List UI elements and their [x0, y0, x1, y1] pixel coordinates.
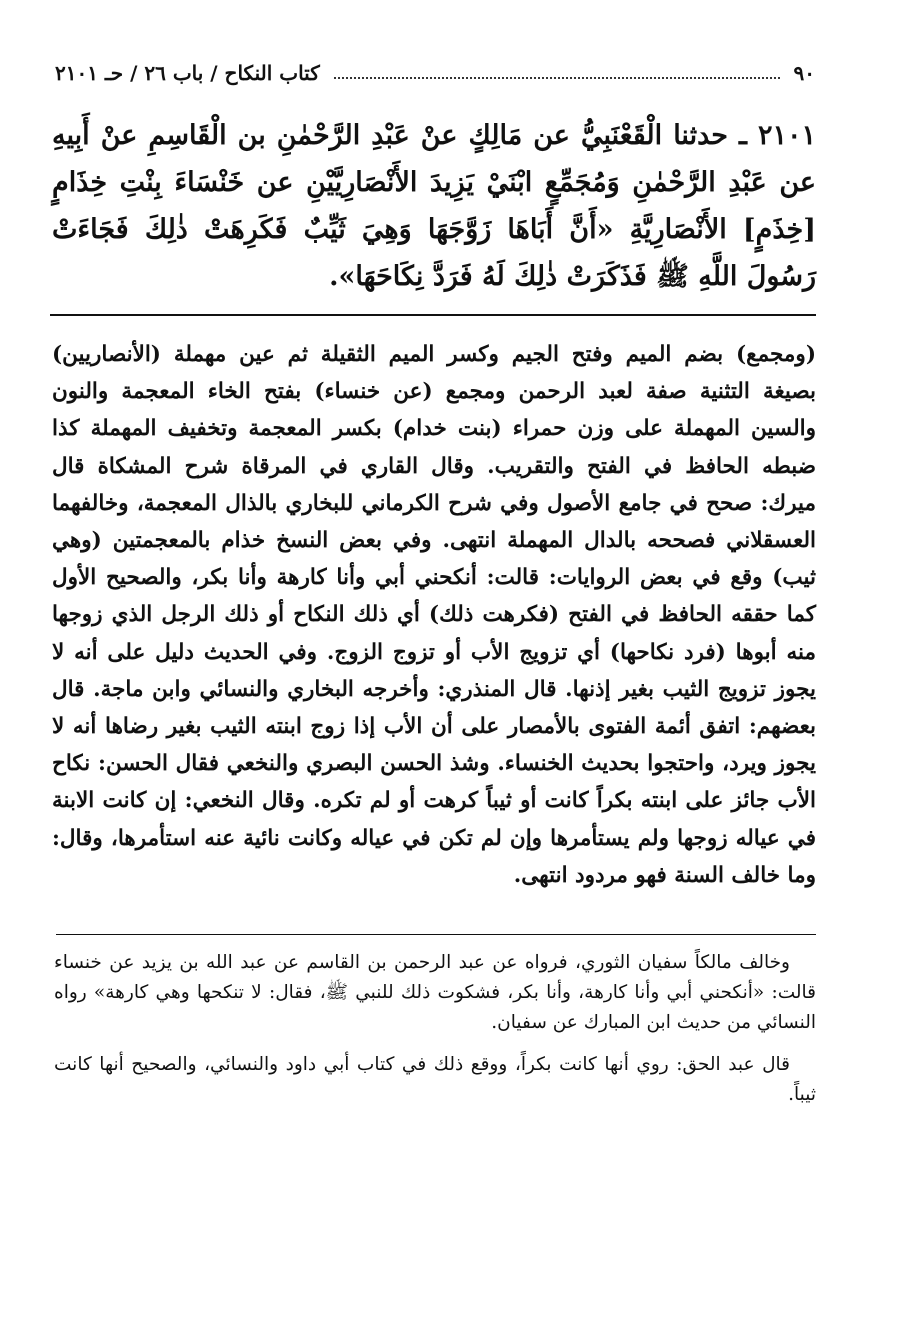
footnotes — [54, 948, 816, 1122]
running-header — [55, 58, 815, 88]
section-divider — [50, 314, 816, 316]
hadith-text — [52, 112, 816, 300]
hadith-body: ـ حدثنا الْقَعْنَبِيُّ عن مَالِكٍ عنْ عَبْدِ الرَّحْمٰنِ بن الْقَاسِمِ عنْ أَبِيهِ عن عَبْدِ الرَّحْمٰنِ وَمُجَمِّعٍ ابْنَيْ يَزِيدَ الأَنْصَارِيَّيْنِ عن خَنْسَاءَ بِنْتِ خِذَامٍ [خِذَمٍ] الأَنْصَارِيَّةِ «أَنَّ أَبَاهَا زَوَّجَهَا وَهِيَ ثَيِّبٌ فَكَرِهَتْ ذٰلِكَ فَجَاءَتْ رَسُولَ اللَّهِ ﷺ فَذَكَرَتْ ذٰلِكَ لَهُ فَرَدَّ نِكَاحَهَا». — [52, 120, 816, 292]
hadith-number: ٢١٠١ — [757, 120, 816, 151]
footnote-paragraph: وخالف مالكاً سفيان الثوري، فرواه عن عبد الرحمن بن القاسم عن عبد الله بن يزيد عن خنساء قالت: «أنكحني أبي وأنا كارهة، وأنا بكر، فشكوت ذلك للنبي ﷺ، فقال: لا تنكحها وهي كارهة» رواه النسائي من حديث ابن المبارك عن سفيان. — [54, 952, 816, 1033]
footnote-divider — [56, 934, 816, 935]
page-number: ٩٠ — [793, 61, 815, 85]
footnote-paragraph: قال عبد الحق: روي أنها كانت بكراً، ووقع ذلك في كتاب أبي داود والنسائي، والصحيح أنها كانت ثيباً. — [54, 1054, 816, 1105]
dotted-leader — [334, 67, 780, 79]
running-title: كتاب النكاح / باب ٢٦ / حـ ٢١٠١ — [55, 61, 320, 85]
commentary-text: (ومجمع) بضم الميم وفتح الجيم وكسر الميم الثقيلة ثم عين مهملة (الأنصاريين) بصيغة التثنية صفة لعبد الرحمن ومجمع (عن خنساء) بفتح الخاء المعجمة والنون والسين المهملة على وزن حمراء (بنت خدام) بكسر المعجمة وتخفيف المهملة كذا ضبطه الحافظ في الفتح والتقريب. وقال القاري في المرقاة شرح المشكاة قال ميرك: صحح في جامع الأصول وفي شرح الكرماني للبخاري بالذال المعجمة، وخالفهما العسقلاني فصححه بالدال المهملة انتهى. وفي بعض النسخ خذام بالمعجمتين (وهي ثيب) وقع في بعض الروايات: قالت: أنكحني أبي وأنا كارهة وأنا بكر، والصحيح الأول كما حققه الحافظ في الفتح (فكرهت ذلك) أي ذلك النكاح أو ذلك الرجل الذي زوجها منه أبوها (فرد نكاحها) أي تزويج الأب أو تزوج الزوج. وفي الحديث دليل على أنه لا يجوز تزويج الثيب بغير إذنها. قال المنذري: وأخرجه البخاري والنسائي وابن ماجة. قال بعضهم: اتفق أئمة الفتوى بالأمصار على أن الأب إذا زوج ابنته الثيب بغير رضاها أنه لا يجوز ويرد، واحتجوا بحديث الخنساء. وشذ الحسن البصري والنخعي فقال الحسن: نكاح الأب جائز على ابنته بكراً كانت أو ثيباً كرهت أو لم تكره. وقال النخعي: إن كانت الابنة في عياله زوجها ولم يستأمرها وإن لم تكن في عياله وكانت نائية عنه استأمرها، وقال: وما خالف السنة فهو مردود انتهى. — [52, 342, 816, 888]
